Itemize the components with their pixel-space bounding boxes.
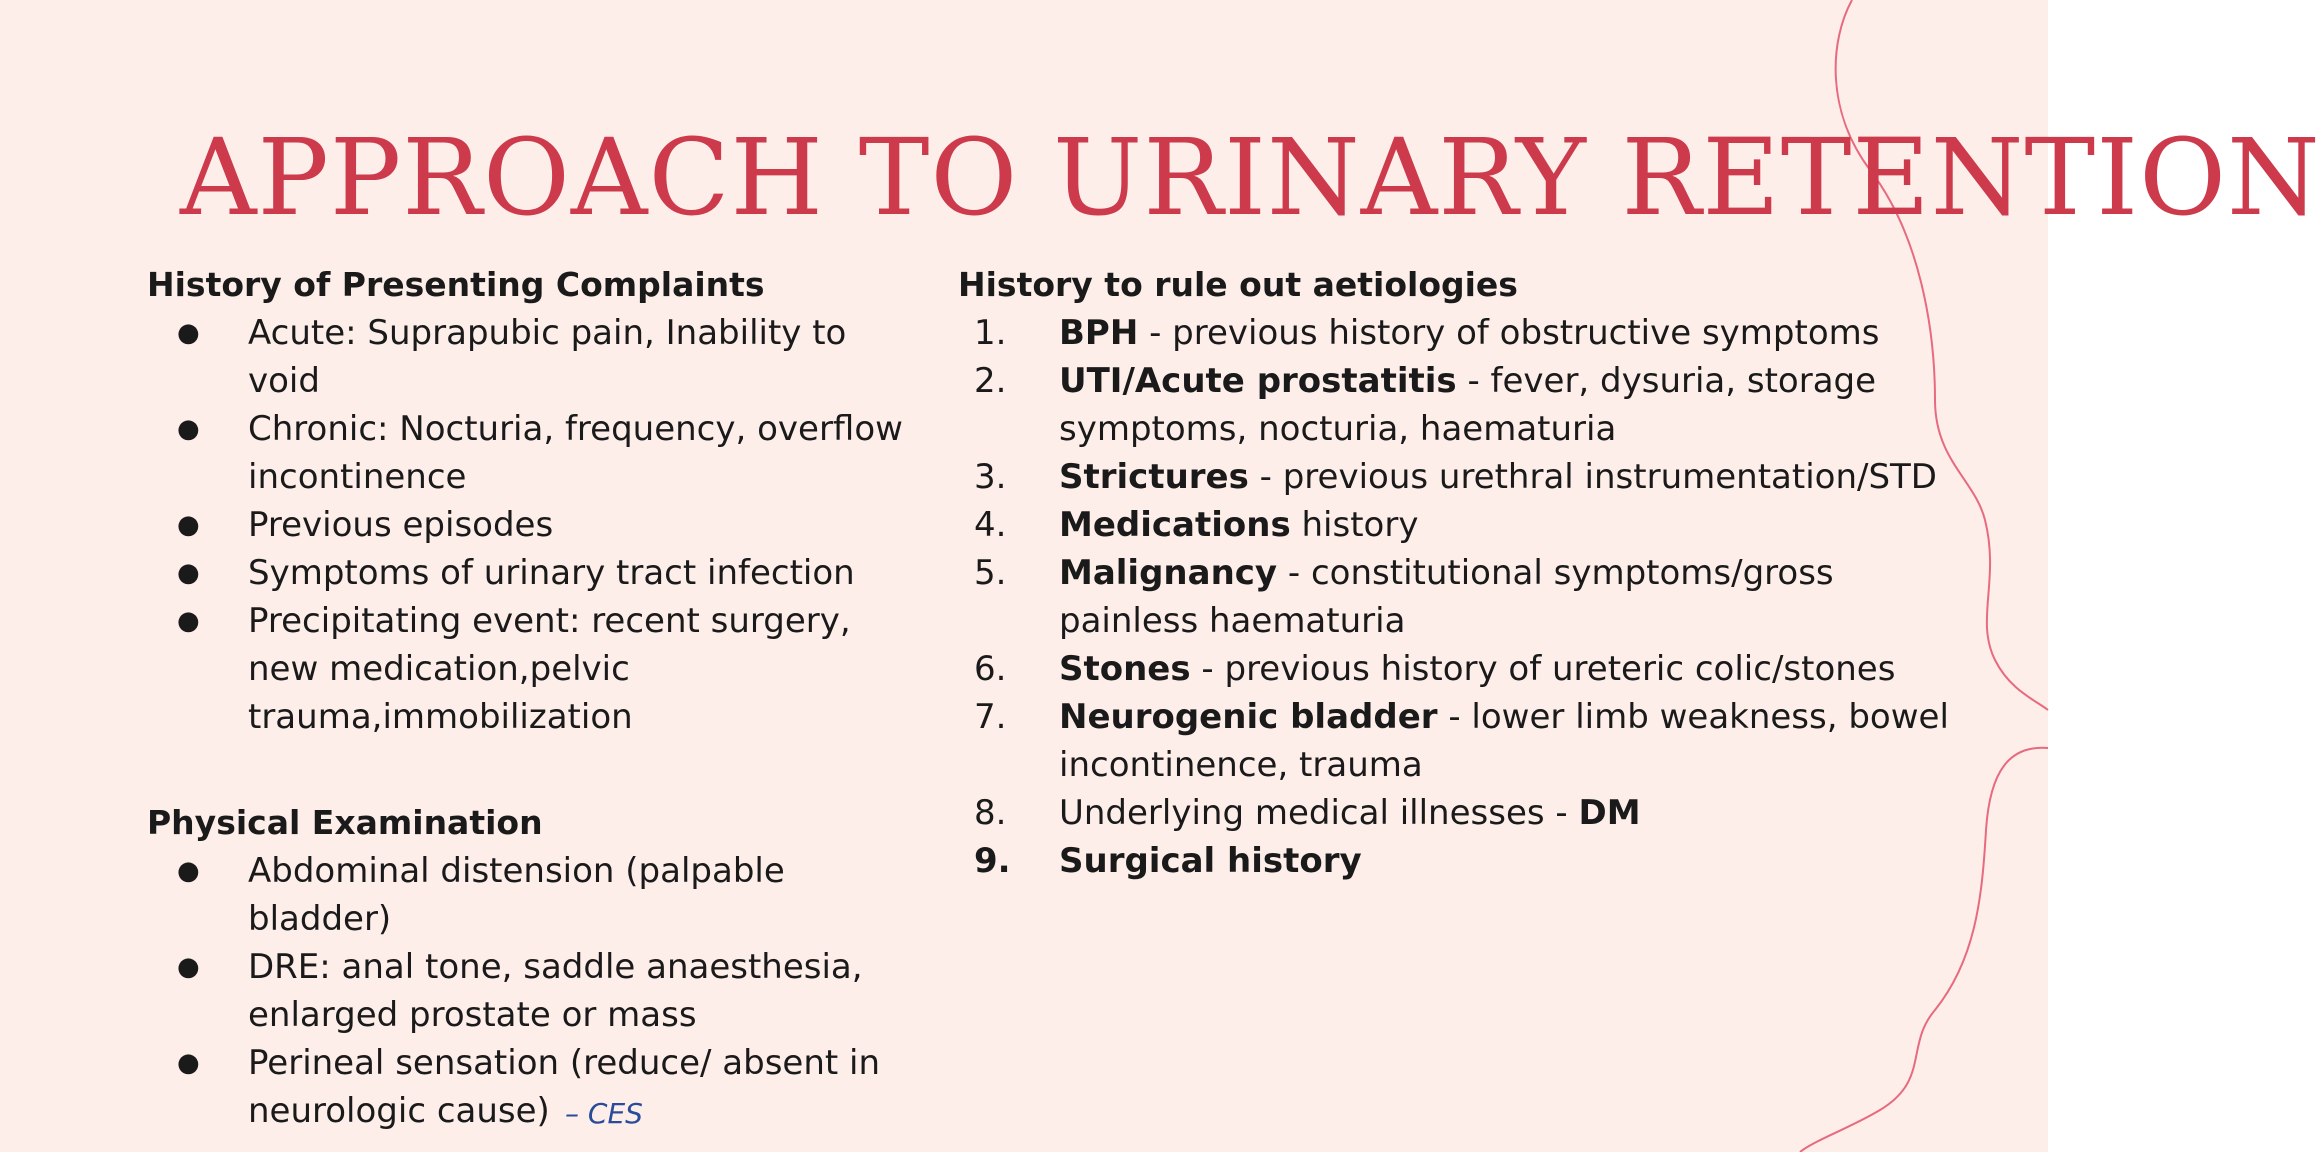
list-item [147, 549, 907, 597]
bullet-list [147, 309, 907, 741]
item-detail: history [1290, 505, 1419, 545]
item-term: Medications [1059, 505, 1291, 545]
left-column [147, 261, 907, 1135]
list-item-text: Previous episodes [248, 505, 554, 545]
item-detail: - fever, dysuria, storage symptoms, nocturia, haematuria [1059, 361, 1877, 449]
list-item [958, 549, 1968, 645]
bullet-icon: ● [177, 414, 200, 444]
bullet-icon: ● [177, 318, 200, 348]
slide-title: APPROACH TO URINARY RETENTION [180, 116, 2321, 239]
bullet-icon: ● [177, 856, 200, 886]
list-item [147, 1039, 907, 1135]
list-item [958, 693, 1968, 789]
item-detail: Underlying medical illnesses - [1059, 793, 1579, 833]
item-term: Strictures [1059, 457, 1249, 497]
list-item-text: Acute: Suprapubic pain, Inability to void [248, 313, 847, 401]
item-number: 6. [974, 649, 1007, 689]
list-item [958, 453, 1968, 501]
list-item [147, 309, 907, 405]
list-item-text: Abdominal distension (palpable bladder) [248, 851, 785, 939]
list-item [958, 309, 1968, 357]
item-term: UTI/Acute prostatitis [1059, 361, 1457, 401]
handwritten-annotation: – CES [565, 1097, 643, 1130]
item-term: Stones [1059, 649, 1191, 689]
list-item [147, 847, 907, 943]
section-presenting-complaints [147, 261, 907, 741]
section-heading: History of Presenting Complaints [147, 265, 765, 304]
list-item-text: Perineal sensation (reduce/ absent in neurologic cause) [248, 1043, 881, 1131]
item-number: 4. [974, 505, 1007, 545]
item-number: 1. [974, 313, 1007, 353]
item-term: Surgical history [1059, 841, 1362, 881]
item-number: 3. [974, 457, 1007, 497]
section-heading: History to rule out aetiologies [958, 265, 1518, 304]
bullet-list [147, 847, 907, 1135]
item-detail: - previous history of ureteric colic/stones [1190, 649, 1896, 689]
bullet-icon: ● [177, 558, 200, 588]
item-number: 8. [974, 793, 1007, 833]
list-item [958, 501, 1968, 549]
list-item [147, 597, 907, 741]
item-number: 7. [974, 697, 1007, 737]
item-number: 9. [974, 841, 1011, 881]
list-item [958, 837, 1968, 885]
bullet-icon: ● [177, 606, 200, 636]
item-detail: - lower limb weakness, bowel incontinence, trauma [1059, 697, 1949, 785]
right-column [958, 261, 1968, 885]
item-number: 2. [974, 361, 1007, 401]
bullet-icon: ● [177, 510, 200, 540]
item-number: 5. [974, 553, 1007, 593]
list-item-text: DRE: anal tone, saddle anaesthesia, enlarged prostate or mass [248, 947, 863, 1035]
list-item [147, 943, 907, 1039]
item-detail: - previous urethral instrumentation/STD [1248, 457, 1937, 497]
list-item [147, 501, 907, 549]
list-item [958, 645, 1968, 693]
item-detail: - constitutional symptoms/gross painless haematuria [1059, 553, 1834, 641]
list-item [958, 357, 1968, 453]
list-item-text: Chronic: Nocturia, frequency, overflow incontinence [248, 409, 903, 497]
item-term: Malignancy [1059, 553, 1278, 593]
list-item [958, 789, 1968, 837]
item-term: Neurogenic bladder [1059, 697, 1438, 737]
section-physical-examination [147, 799, 907, 1135]
item-detail: - previous history of obstructive symptoms [1138, 313, 1880, 353]
item-term: BPH [1059, 313, 1139, 353]
item-term: DM [1578, 793, 1641, 833]
list-item [147, 405, 907, 501]
bullet-icon: ● [177, 1048, 200, 1078]
list-item-text: Precipitating event: recent surgery, new medication,pelvic trauma,immobilization [248, 601, 851, 737]
section-heading: Physical Examination [147, 803, 543, 842]
numbered-list [958, 309, 1968, 885]
bullet-icon: ● [177, 952, 200, 982]
list-item-text: Symptoms of urinary tract infection [248, 553, 855, 593]
